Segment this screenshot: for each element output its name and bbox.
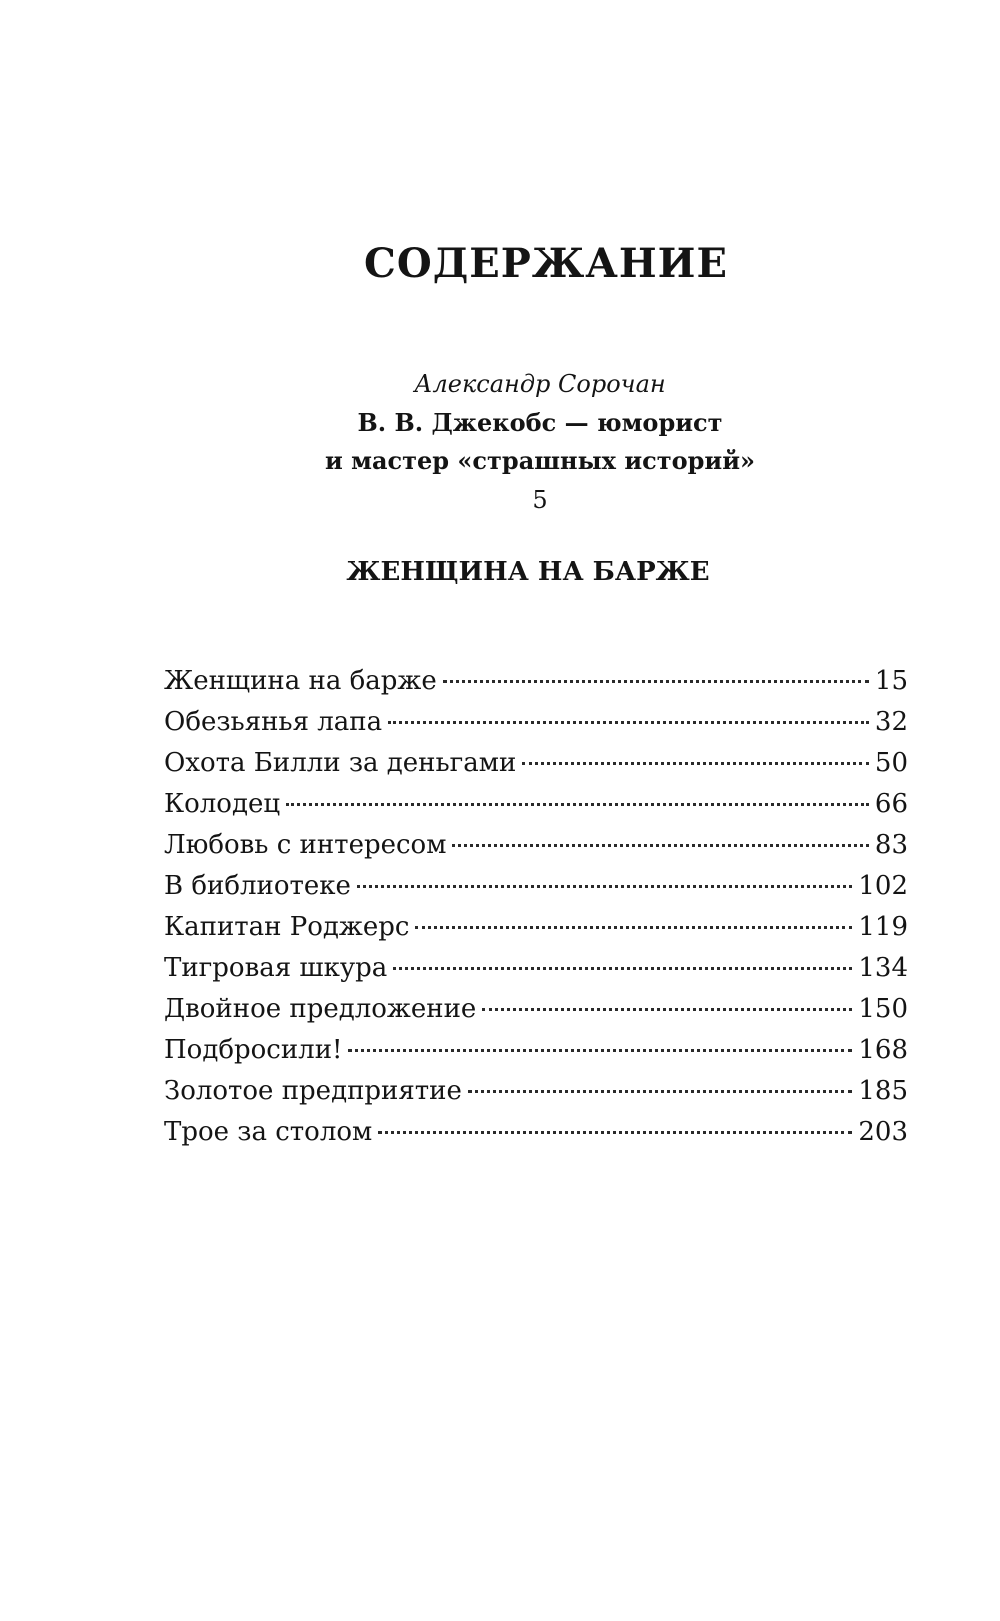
toc-entry-page: 168 — [858, 1035, 908, 1065]
toc-entry-page: 150 — [858, 994, 908, 1024]
toc-entry-page: 203 — [858, 1117, 908, 1147]
toc-entry[interactable] — [164, 1030, 908, 1071]
toc-entry-title: Трое за столом — [164, 1117, 373, 1147]
toc-entry[interactable] — [164, 866, 908, 907]
dot-leader — [415, 926, 852, 929]
essay-title-line-1: В. В. Джекобс — юморист — [357, 408, 723, 437]
toc-entry[interactable] — [164, 784, 908, 825]
toc-entry-title: Подбросили! — [164, 1035, 343, 1065]
dot-leader — [468, 1090, 852, 1093]
toc-entry-title: Капитан Роджерс — [164, 912, 410, 942]
toc-entry[interactable] — [164, 1112, 908, 1153]
toc-entry-page: 66 — [874, 789, 908, 819]
dot-leader — [286, 803, 869, 806]
toc-entry[interactable] — [164, 825, 908, 866]
dot-leader — [482, 1008, 852, 1011]
essay-title-line-2: и мастер «страшных историй» — [324, 446, 756, 475]
dot-leader — [388, 721, 869, 724]
dot-leader — [443, 680, 869, 683]
toc-entry-page: 83 — [874, 830, 908, 860]
dot-leader — [378, 1131, 852, 1134]
toc-entry-page: 102 — [858, 871, 908, 901]
essay-page-number: 5 — [532, 486, 548, 514]
toc-entry-page: 119 — [858, 912, 908, 942]
dot-leader — [393, 967, 852, 970]
dot-leader — [357, 885, 852, 888]
toc-entry[interactable] — [164, 907, 908, 948]
toc-entry-page: 185 — [858, 1076, 908, 1106]
dot-leader — [348, 1049, 852, 1052]
essay-author: Александр Сорочан — [414, 370, 666, 398]
page-title: СОДЕРЖАНИЕ — [364, 240, 728, 287]
toc-entry[interactable] — [164, 1071, 908, 1112]
toc-entry-page: 32 — [874, 707, 908, 737]
dot-leader — [522, 762, 869, 765]
toc-entry[interactable] — [164, 743, 908, 784]
toc-entry-title: Охота Билли за деньгами — [164, 748, 517, 778]
toc-entry[interactable] — [164, 702, 908, 743]
toc-entry-page: 134 — [858, 953, 908, 983]
dot-leader — [452, 844, 868, 847]
toc-entry-page: 15 — [874, 666, 908, 696]
toc-entry[interactable] — [164, 661, 908, 702]
section-heading: ЖЕНЩИНА НА БАРЖЕ — [346, 557, 710, 587]
toc-entry[interactable] — [164, 948, 908, 989]
toc-entry-title: Двойное предложение — [164, 994, 477, 1024]
toc-entry-title: Обезьянья лапа — [164, 707, 383, 737]
intro-essay-block — [300, 364, 780, 520]
toc-entry-title: Женщина на барже — [164, 666, 437, 696]
toc-entry[interactable] — [164, 989, 908, 1030]
table-of-contents — [164, 661, 908, 1153]
toc-entry-title: Золотое предприятие — [164, 1076, 462, 1106]
toc-entry-title: В библиотеке — [164, 871, 351, 901]
toc-entry-title: Тигровая шкура — [164, 953, 388, 983]
toc-entry-title: Колодец — [164, 789, 281, 819]
toc-entry-page: 50 — [874, 748, 908, 778]
toc-entry-title: Любовь с интересом — [164, 830, 447, 860]
